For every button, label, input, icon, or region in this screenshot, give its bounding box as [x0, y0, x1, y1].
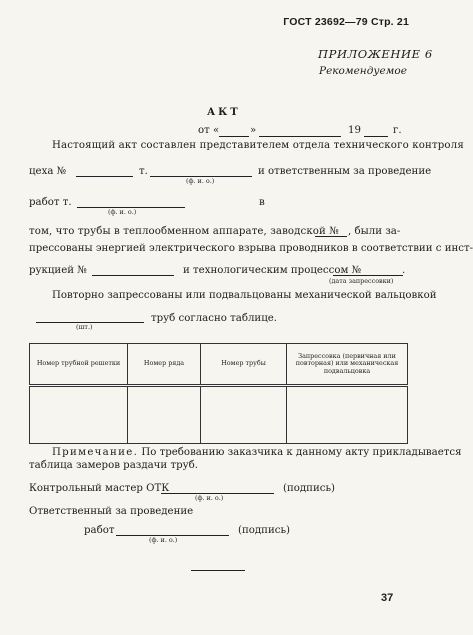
- qc-master-signature-label: (подпись): [283, 483, 335, 494]
- inspector-name-caption: (ф. и. о.): [186, 177, 215, 185]
- separator-line: [191, 570, 245, 571]
- date-month-field[interactable]: [259, 136, 341, 137]
- page-number: 37: [381, 592, 394, 604]
- factory-number-field[interactable]: [315, 236, 347, 237]
- para1-line1: Настоящий акт составлен представителем отдела технического контроля: [52, 140, 464, 151]
- responsible-label: Ответственный за проведение: [29, 506, 194, 517]
- process-number-field[interactable]: [333, 275, 403, 276]
- para1-in-label: в: [259, 197, 265, 208]
- tube-count-caption: (шт.): [76, 323, 93, 331]
- document-title: АКТ: [207, 107, 241, 118]
- para2-period: .: [402, 265, 406, 276]
- workshop-number-field[interactable]: [76, 176, 133, 177]
- para2-line1a: том, что трубы в теплообменном аппарате, заводской №: [29, 226, 339, 237]
- header-tube-sheet: Номер трубной решетки: [30, 344, 128, 386]
- instruction-number-field[interactable]: [92, 275, 174, 276]
- appendix-subtitle: Рекомендуемое: [319, 65, 407, 77]
- para1-works-label: работ т.: [29, 197, 72, 208]
- note-label: Примечание.: [52, 447, 139, 458]
- responsible-signer-caption: (ф. и. о.): [149, 536, 178, 544]
- note-line2: таблица замеров раздачи труб.: [29, 460, 198, 471]
- responsible-signature-label: (подпись): [238, 525, 290, 536]
- date-day-field[interactable]: [219, 136, 249, 137]
- qc-master-name-caption: (ф. и. о.): [195, 494, 224, 502]
- para3-line1: Повторно запрессованы или подвальцованы механической вальцовкой: [52, 290, 437, 301]
- table-cell[interactable]: [201, 386, 287, 444]
- header-row-number: Номер ряда: [128, 344, 201, 386]
- header-tube-number: Номер трубы: [201, 344, 287, 386]
- para1-line2-end: и ответственным за проведение: [258, 166, 432, 177]
- table-cell[interactable]: [30, 386, 128, 444]
- responsible-name-caption: (ф. и. о.): [108, 208, 137, 216]
- tubes-table: [29, 343, 408, 444]
- para2-line2: прессованы энергией электрического взрыва проводников в соответствии с инст-: [29, 243, 473, 254]
- date-prefix: от «: [198, 125, 220, 136]
- para2-instruction-label: рукцией №: [29, 265, 87, 276]
- header-crimping-type: Запрессовка (первичная или повторная) или механическая подвальцовка: [287, 344, 408, 386]
- crimping-date-caption: (дата запрессовки): [329, 277, 394, 285]
- responsible-label-works: работ: [84, 525, 115, 536]
- standard-header: ГОСТ 23692—79 Стр. 21: [283, 16, 409, 28]
- table-cell[interactable]: [287, 386, 408, 444]
- para1-t-label: т.: [139, 166, 148, 177]
- date-year-field[interactable]: [364, 136, 388, 137]
- table-cell[interactable]: [128, 386, 201, 444]
- para1-workshop-label: цеха №: [29, 166, 67, 177]
- qc-master-label: Контрольный мастер ОТК: [29, 483, 170, 494]
- date-suffix: г.: [393, 125, 402, 136]
- table-header-row: [30, 344, 408, 386]
- table-row: [30, 386, 408, 444]
- appendix-title: ПРИЛОЖЕНИЕ 6: [318, 47, 433, 61]
- note-line1: [52, 447, 462, 458]
- date-quote-close: »: [250, 125, 257, 136]
- para3-line2: труб согласно таблице.: [151, 313, 278, 324]
- para2-line1b: , были за-: [348, 226, 401, 237]
- para2-process-label: и технологическим процессом №: [183, 265, 362, 276]
- date-year-prefix: 19: [348, 125, 361, 136]
- note-text: По требованию заказчика к данному акту прикладывается: [141, 447, 462, 458]
